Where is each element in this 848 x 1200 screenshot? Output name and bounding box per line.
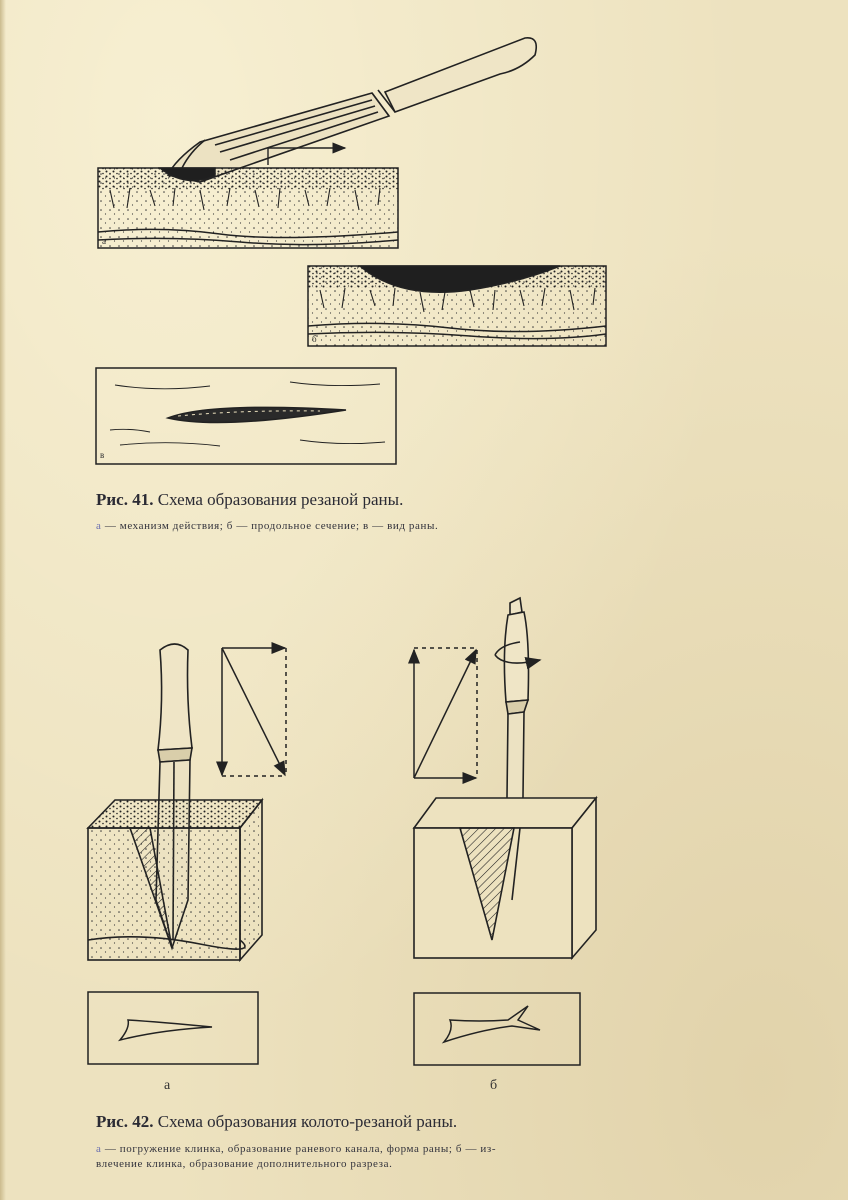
fig41-label-b: б bbox=[312, 334, 317, 344]
fig41-label-a: а bbox=[102, 236, 106, 246]
fig42-vector-a bbox=[222, 648, 286, 776]
fig42-title: Схема образования колото-резаной раны. bbox=[157, 1112, 458, 1131]
fig42-legend bbox=[96, 1142, 496, 1172]
fig41-legend bbox=[96, 519, 438, 534]
fig42-label-a: а bbox=[164, 1078, 171, 1093]
fig42-number: Рис. 42. bbox=[96, 1112, 154, 1131]
fig42-block-a bbox=[88, 800, 262, 960]
fig42-legend-text1: — погружение клинка, образование раневого канала, форма раны; б — из- bbox=[101, 1143, 497, 1155]
fig41-panel-a bbox=[98, 168, 398, 248]
fig41-panel-c bbox=[96, 368, 396, 464]
fig42-legend-line2: влечение клинка, образование дополнительного разреза. bbox=[96, 1158, 393, 1170]
fig42-wound-a bbox=[88, 992, 258, 1064]
fig41-legend-letter: а bbox=[96, 520, 102, 532]
fig42-legend-line1 bbox=[96, 1142, 496, 1157]
fig41-legend-text: — механизм действия; б — продольное сечение; в — вид раны. bbox=[101, 520, 439, 532]
fig41-label-c: в bbox=[100, 450, 105, 460]
fig42-vector-b bbox=[414, 648, 477, 778]
fig42-wound-b bbox=[414, 993, 580, 1065]
fig42-block-b bbox=[414, 798, 596, 958]
fig41-title: Схема образования резаной раны. bbox=[157, 490, 404, 509]
fig42-label-b: б bbox=[490, 1078, 498, 1093]
fig41-knife bbox=[168, 38, 536, 182]
fig42-caption bbox=[96, 1112, 457, 1132]
fig41-panel-b bbox=[308, 266, 606, 346]
fig42-legend-letter: а bbox=[96, 1143, 102, 1155]
fig41-caption bbox=[96, 490, 403, 510]
fig41-number: Рис. 41. bbox=[96, 490, 154, 509]
